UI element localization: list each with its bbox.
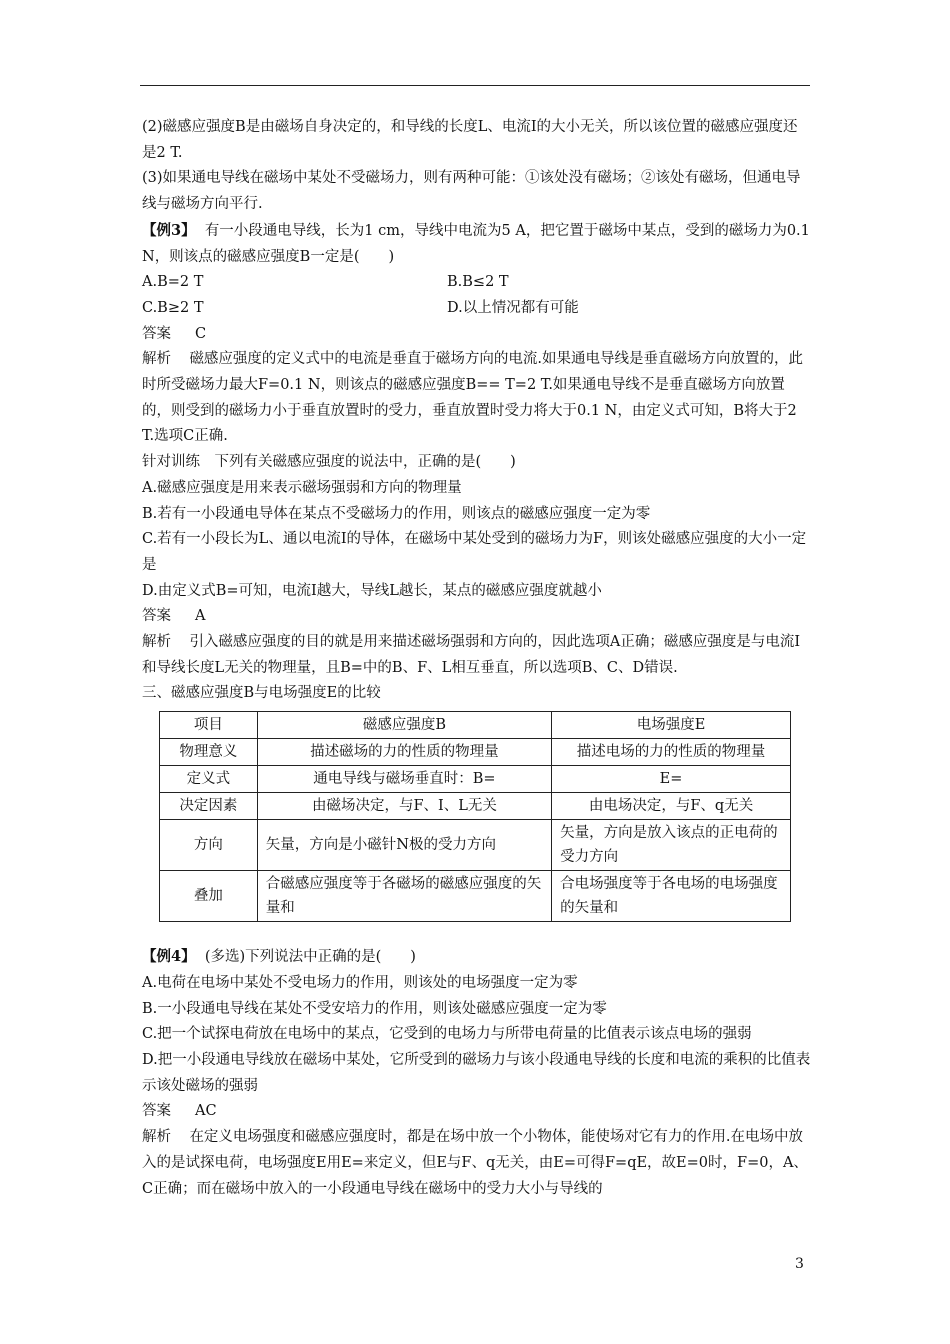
- table-row: [160, 793, 791, 820]
- table-cell: 叠加: [160, 871, 258, 922]
- page-body: [142, 115, 812, 1202]
- example-tag: 【例4】: [142, 948, 196, 966]
- analysis-text: 引入磁感应强度的目的就是用来描述磁场强弱和方向的，因此选项A正确；磁感应强度是与电流I和导线长度L无关的物理量，且B=中的B、F、L相互垂直，所以选项B、C、D错误.: [142, 634, 801, 676]
- analysis-label: 解析: [142, 634, 171, 651]
- comparison-table-wrapper: [159, 711, 812, 922]
- table-cell: 矢量，方向是小磁针N极的受力方向: [257, 820, 551, 871]
- option-b: B.B≤2 T: [447, 274, 509, 291]
- analysis-label: 解析: [142, 351, 171, 368]
- answer-value: AC: [195, 1103, 217, 1120]
- table-row: [160, 871, 791, 922]
- option-c: C.B≥2 T: [142, 299, 204, 316]
- example-4-block: [142, 944, 812, 1202]
- analysis-text: 磁感应强度的定义式中的电流是垂直于磁场方向的电流.如果通电导线是垂直磁场方向放置的，此时所受磁场力最大F=0.1 N，则该点的磁感应强度B== T=2 T.如果通电导线不是垂直磁场方向放置的，则受到的磁场力小于垂直放置时的受力，垂直放置时受力将大于0.1 N，由定义式可知，B将大于2 T.选项C正确.: [142, 351, 804, 445]
- analysis-label: 解析: [142, 1129, 171, 1146]
- training-question: 针对训练 下列有关磁感应强度的说法中，正确的是( ): [142, 454, 516, 471]
- table-header-cell: 磁感应强度B: [257, 712, 551, 739]
- table-cell: 通电导线与磁场垂直时：B=: [257, 766, 551, 793]
- answer-line: [142, 1099, 812, 1125]
- page-number: 3: [795, 1256, 804, 1272]
- table-cell: 合磁感应强度等于各磁场的磁感应强度的矢量和: [257, 871, 551, 922]
- options-row: [142, 270, 812, 296]
- option-b: B.一小段通电导线在某处不受安培力的作用，则该处磁感应强度一定为零: [142, 1000, 607, 1017]
- option-c: C.若有一小段长为L、通以电流I的导体，在磁场中某处受到的磁场力为F，则该处磁感应强度的大小一定是: [142, 531, 807, 573]
- option-a: A.B=2 T: [142, 274, 204, 291]
- analysis-paragraph: [142, 347, 812, 450]
- option-b: B.若有一小段通电导体在某点不受磁场力的作用，则该点的磁感应强度一定为零: [142, 505, 651, 522]
- example-tag: 【例3】: [142, 221, 196, 239]
- answer-label: 答案: [142, 325, 171, 342]
- table-cell: 物理意义: [160, 739, 258, 766]
- paragraph: (3)如果通电导线在磁场中某处不受磁场力，则有两种可能：①该处没有磁场；②该处有磁场，但通电导线与磁场方向平行.: [142, 170, 801, 213]
- answer-line: [142, 604, 812, 630]
- analysis-paragraph: [142, 630, 812, 681]
- table-cell: E=: [552, 766, 791, 793]
- option-d: D.把一小段通电导线放在磁场中某处，它所受到的磁场力与该小段通电导线的长度和电流的乘积的比值表示该处磁场的强弱: [142, 1051, 811, 1094]
- table-cell: 由电场决定，与F、q无关: [552, 793, 791, 820]
- paragraph: (2)磁感应强度B是由磁场自身决定的，和导线的长度L、电流I的大小无关，所以该位置的磁感应强度还是2 T.: [142, 119, 798, 161]
- question-text: 有一小段通电导线，长为1 cm，导线中电流为5 A，把它置于磁场中某点，受到的磁场力为0.1 N，则该点的磁感应强度B一定是( ): [142, 222, 810, 265]
- table-cell: 决定因素: [160, 793, 258, 820]
- question-text: (多选)下列说法中正确的是( ): [204, 949, 416, 966]
- table-cell: 定义式: [160, 766, 258, 793]
- option-a: A.磁感应强度是用来表示磁场强弱和方向的物理量: [142, 479, 462, 496]
- section-title: 三、磁感应强度B与电场强度E的比较: [142, 685, 381, 702]
- answer-label: 答案: [142, 1103, 171, 1120]
- answer-label: 答案: [142, 608, 171, 625]
- option-a: A.电荷在电场中某处不受电场力的作用，则该处的电场强度一定为零: [142, 974, 578, 991]
- table-cell: 合电场强度等于各电场的电场强度的矢量和: [552, 871, 791, 922]
- table-cell: 描述电场的力的性质的物理量: [552, 739, 791, 766]
- table-row: [160, 820, 791, 871]
- options-row: [142, 296, 812, 322]
- option-d: D.以上情况都有可能: [447, 299, 579, 316]
- example-3-question: [142, 218, 812, 270]
- table-header-row: [160, 712, 791, 739]
- table-cell: 方向: [160, 820, 258, 871]
- analysis-text: 在定义电场强度和磁感应强度时，都是在场中放一个小物体，能使场对它有力的作用.在电场中放入的是试探电荷，电场强度E用E=来定义，但E与F、q无关，由E=可得F=qE，故E=0时，F=0，A、C正确；而在磁场中放入的一小段通电导线在磁场中的受力大小与导线的: [142, 1129, 808, 1197]
- answer-line: [142, 322, 812, 348]
- analysis-paragraph: [142, 1125, 812, 1202]
- table-row: [160, 739, 791, 766]
- option-c: C.把一个试探电荷放在电场中的某点，它受到的电场力与所带电荷量的比值表示该点电场的强弱: [142, 1026, 752, 1043]
- answer-value: C: [195, 325, 207, 342]
- header-rule: [140, 85, 810, 86]
- table-row: [160, 766, 791, 793]
- option-d: D.由定义式B=可知，电流I越大，导线L越长，某点的磁感应强度就越小: [142, 582, 602, 599]
- table-cell: 矢量，方向是放入该点的正电荷的受力方向: [552, 820, 791, 871]
- comparison-table: [159, 711, 791, 922]
- example-4-question: [142, 944, 812, 971]
- table-header-cell: 项目: [160, 712, 258, 739]
- answer-value: A: [195, 608, 206, 625]
- table-cell: 由磁场决定，与F、I、L无关: [257, 793, 551, 820]
- table-header-cell: 电场强度E: [552, 712, 791, 739]
- table-cell: 描述磁场的力的性质的物理量: [257, 739, 551, 766]
